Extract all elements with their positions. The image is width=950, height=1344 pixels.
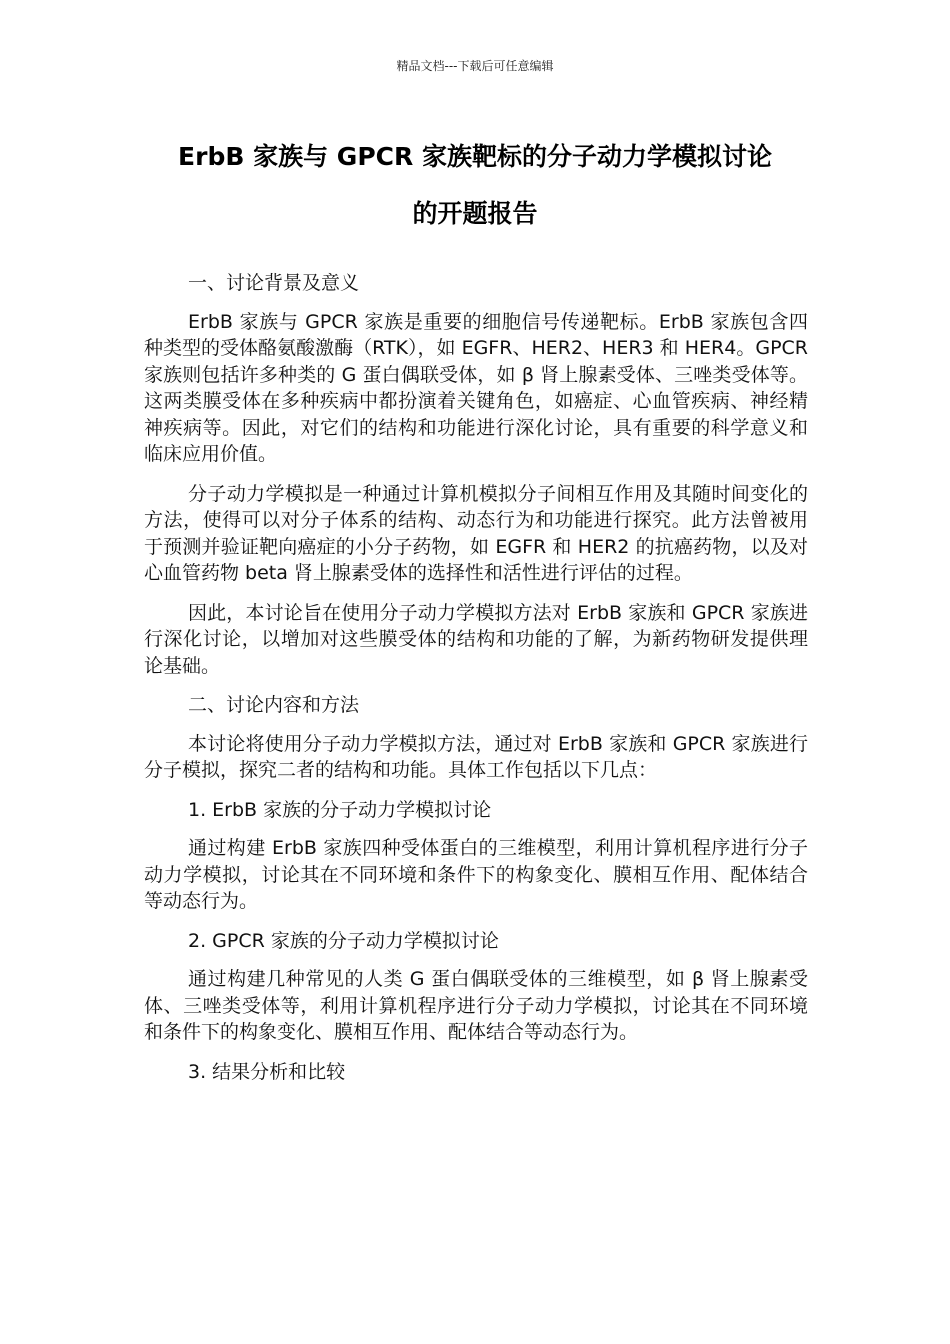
paragraph-erbb: 通过构建 ErbB 家族四种受体蛋白的三维模型，利用计算机程序进行分子动力学模拟，讨论其在不同环境和条件下的构象变化、膜相互作用、配体结合等动态行为。 — [144, 837, 808, 912]
document-title-line-2: 的开题报告 — [412, 199, 538, 228]
paragraph-content-intro: 本讨论将使用分子动力学模拟方法，通过对 ErbB 家族和 GPCR 家族进行分子模拟，探究二者的结构和功能。具体工作包括以下几点： — [144, 732, 808, 781]
section-heading-background: 一、讨论背景及意义 — [188, 272, 360, 294]
item-heading-results: 3. 结果分析和比较 — [188, 1060, 346, 1083]
document-title-line-1: ErbB 家族与 GPCR 家族靶标的分子动力学模拟讨论 — [178, 142, 772, 171]
paragraph-background-1: ErbB 家族与 GPCR 家族是重要的细胞信号传递靶标。ErbB 家族包含四种类型的受体酪氨酸激酶（RTK），如 EGFR、HER2、HER3 和 HER4。GPCR 家族则包括许多种类的 G 蛋白偶联受体，如 β 肾上腺素受体、三唑类受体等。这两类膜受体在多种疾病中都扮演着关键角色，如癌症、心血管疾病、神经精神疾病等。因此，对它们的结构和功能进行深化讨论，具有重要的科学意义和临床应用价值。 — [144, 310, 808, 465]
paragraph-background-2: 分子动力学模拟是一种通过计算机模拟分子间相互作用及其随时间变化的方法，使得可以对分子体系的结构、动态行为和功能进行探究。此方法曾被用于预测并验证靶向癌症的小分子药物，如 EGFR 和 HER2 的抗癌药物，以及对心血管药物 beta 肾上腺素受体的选择性和活性进行评估的过程。 — [144, 482, 808, 584]
section-heading-content-methods: 二、讨论内容和方法 — [188, 694, 360, 716]
paragraph-gpcr: 通过构建几种常见的人类 G 蛋白偶联受体的三维模型，如 β 肾上腺素受体、三唑类受体等，利用计算机程序进行分子动力学模拟，讨论其在不同环境和条件下的构象变化、膜相互作用、配体结合等动态行为。 — [144, 968, 808, 1043]
paragraph-background-3: 因此，本讨论旨在使用分子动力学模拟方法对 ErbB 家族和 GPCR 家族进行深化讨论，以增加对这些膜受体的结构和功能的了解，为新药物研发提供理论基础。 — [144, 601, 808, 677]
header-note: 精品文档---下载后可任意编辑 — [396, 59, 554, 73]
document-body — [144, 270, 808, 1097]
item-heading-erbb: 1. ErbB 家族的分子动力学模拟讨论 — [188, 798, 492, 821]
item-heading-gpcr: 2. GPCR 家族的分子动力学模拟讨论 — [188, 929, 499, 952]
